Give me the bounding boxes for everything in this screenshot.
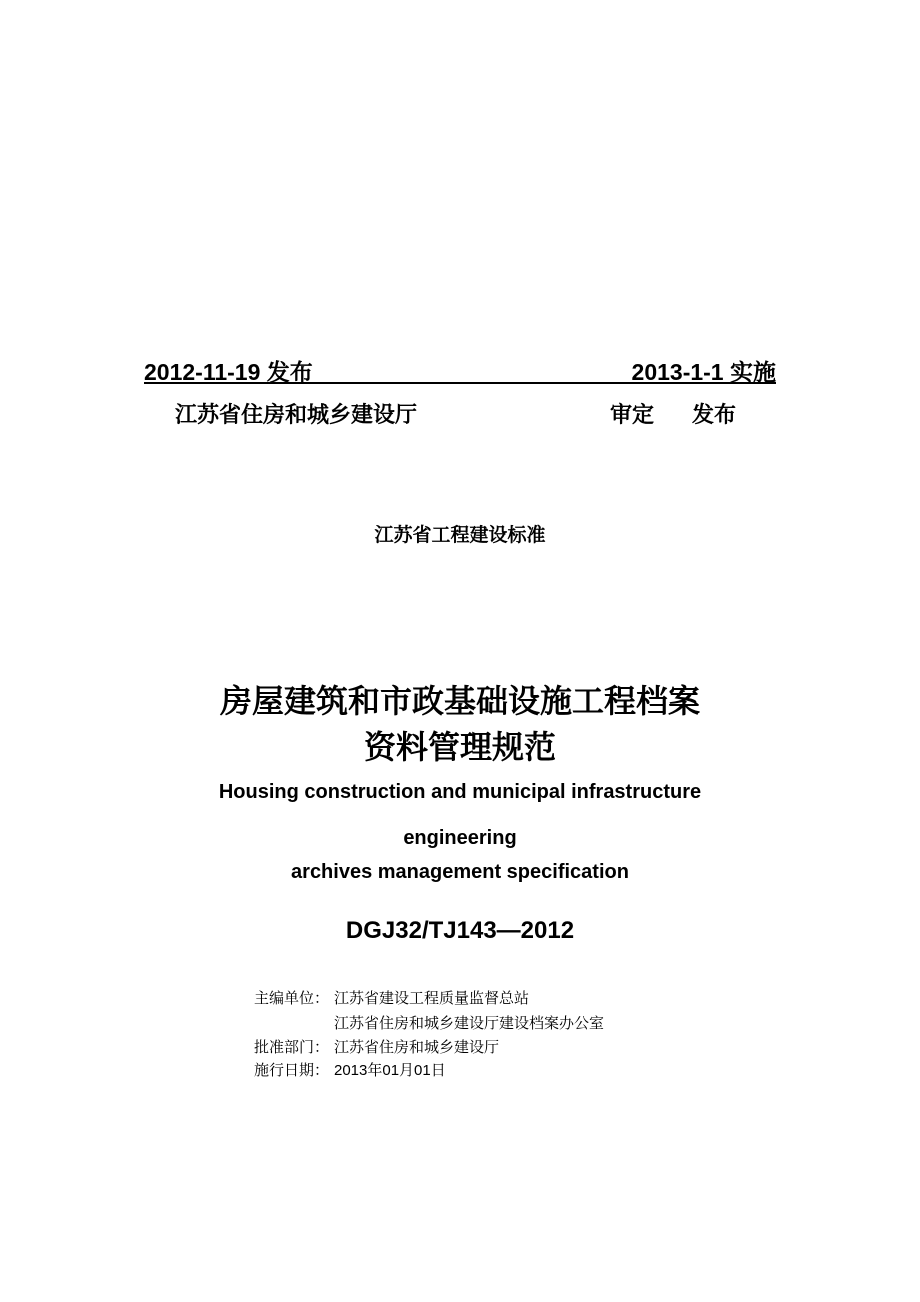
- chief-editor-label: 主编单位：: [254, 989, 330, 1007]
- issuing-authority: 江苏省住房和城乡建设厅: [175, 402, 418, 427]
- document-title-line-1: 房屋建筑和市政基础设施工程档案: [219, 683, 700, 719]
- english-title-line-3: archives management specification: [291, 861, 629, 883]
- standard-code: DGJ32/TJ143—2012: [345, 917, 575, 944]
- effective-date-value: 2013年01月01日: [334, 1062, 446, 1079]
- document-title-line-2: 资料管理规范: [363, 729, 556, 765]
- approver-value: 江苏省住房和城乡建设厅: [334, 1038, 500, 1056]
- approve-label: 审定: [610, 402, 655, 427]
- release-label: 发布: [692, 402, 737, 427]
- english-title-line-1: Housing construction and municipal infrastructure: [218, 781, 702, 803]
- standard-type: 江苏省工程建设标准: [374, 525, 546, 546]
- chief-editor-value: 江苏省建设工程质量监督总站: [334, 989, 530, 1007]
- effective-date: 2013-1-1 实施: [631, 359, 776, 385]
- english-title-line-2: engineering: [403, 827, 517, 849]
- approval-note: [610, 398, 736, 429]
- publish-date: 2012-11-19 发布: [144, 359, 313, 385]
- co-editor-value: 江苏省住房和城乡建设厅建设档案办公室: [334, 1014, 605, 1032]
- approver-label: 批准部门：: [254, 1038, 330, 1056]
- release-date-row: [144, 352, 776, 384]
- effective-date-row: [254, 1059, 446, 1080]
- effective-label: 施行日期：: [254, 1061, 330, 1079]
- approver-row: [254, 1036, 499, 1057]
- co-editor-row: [254, 1012, 604, 1033]
- chief-editor-row: [254, 987, 529, 1008]
